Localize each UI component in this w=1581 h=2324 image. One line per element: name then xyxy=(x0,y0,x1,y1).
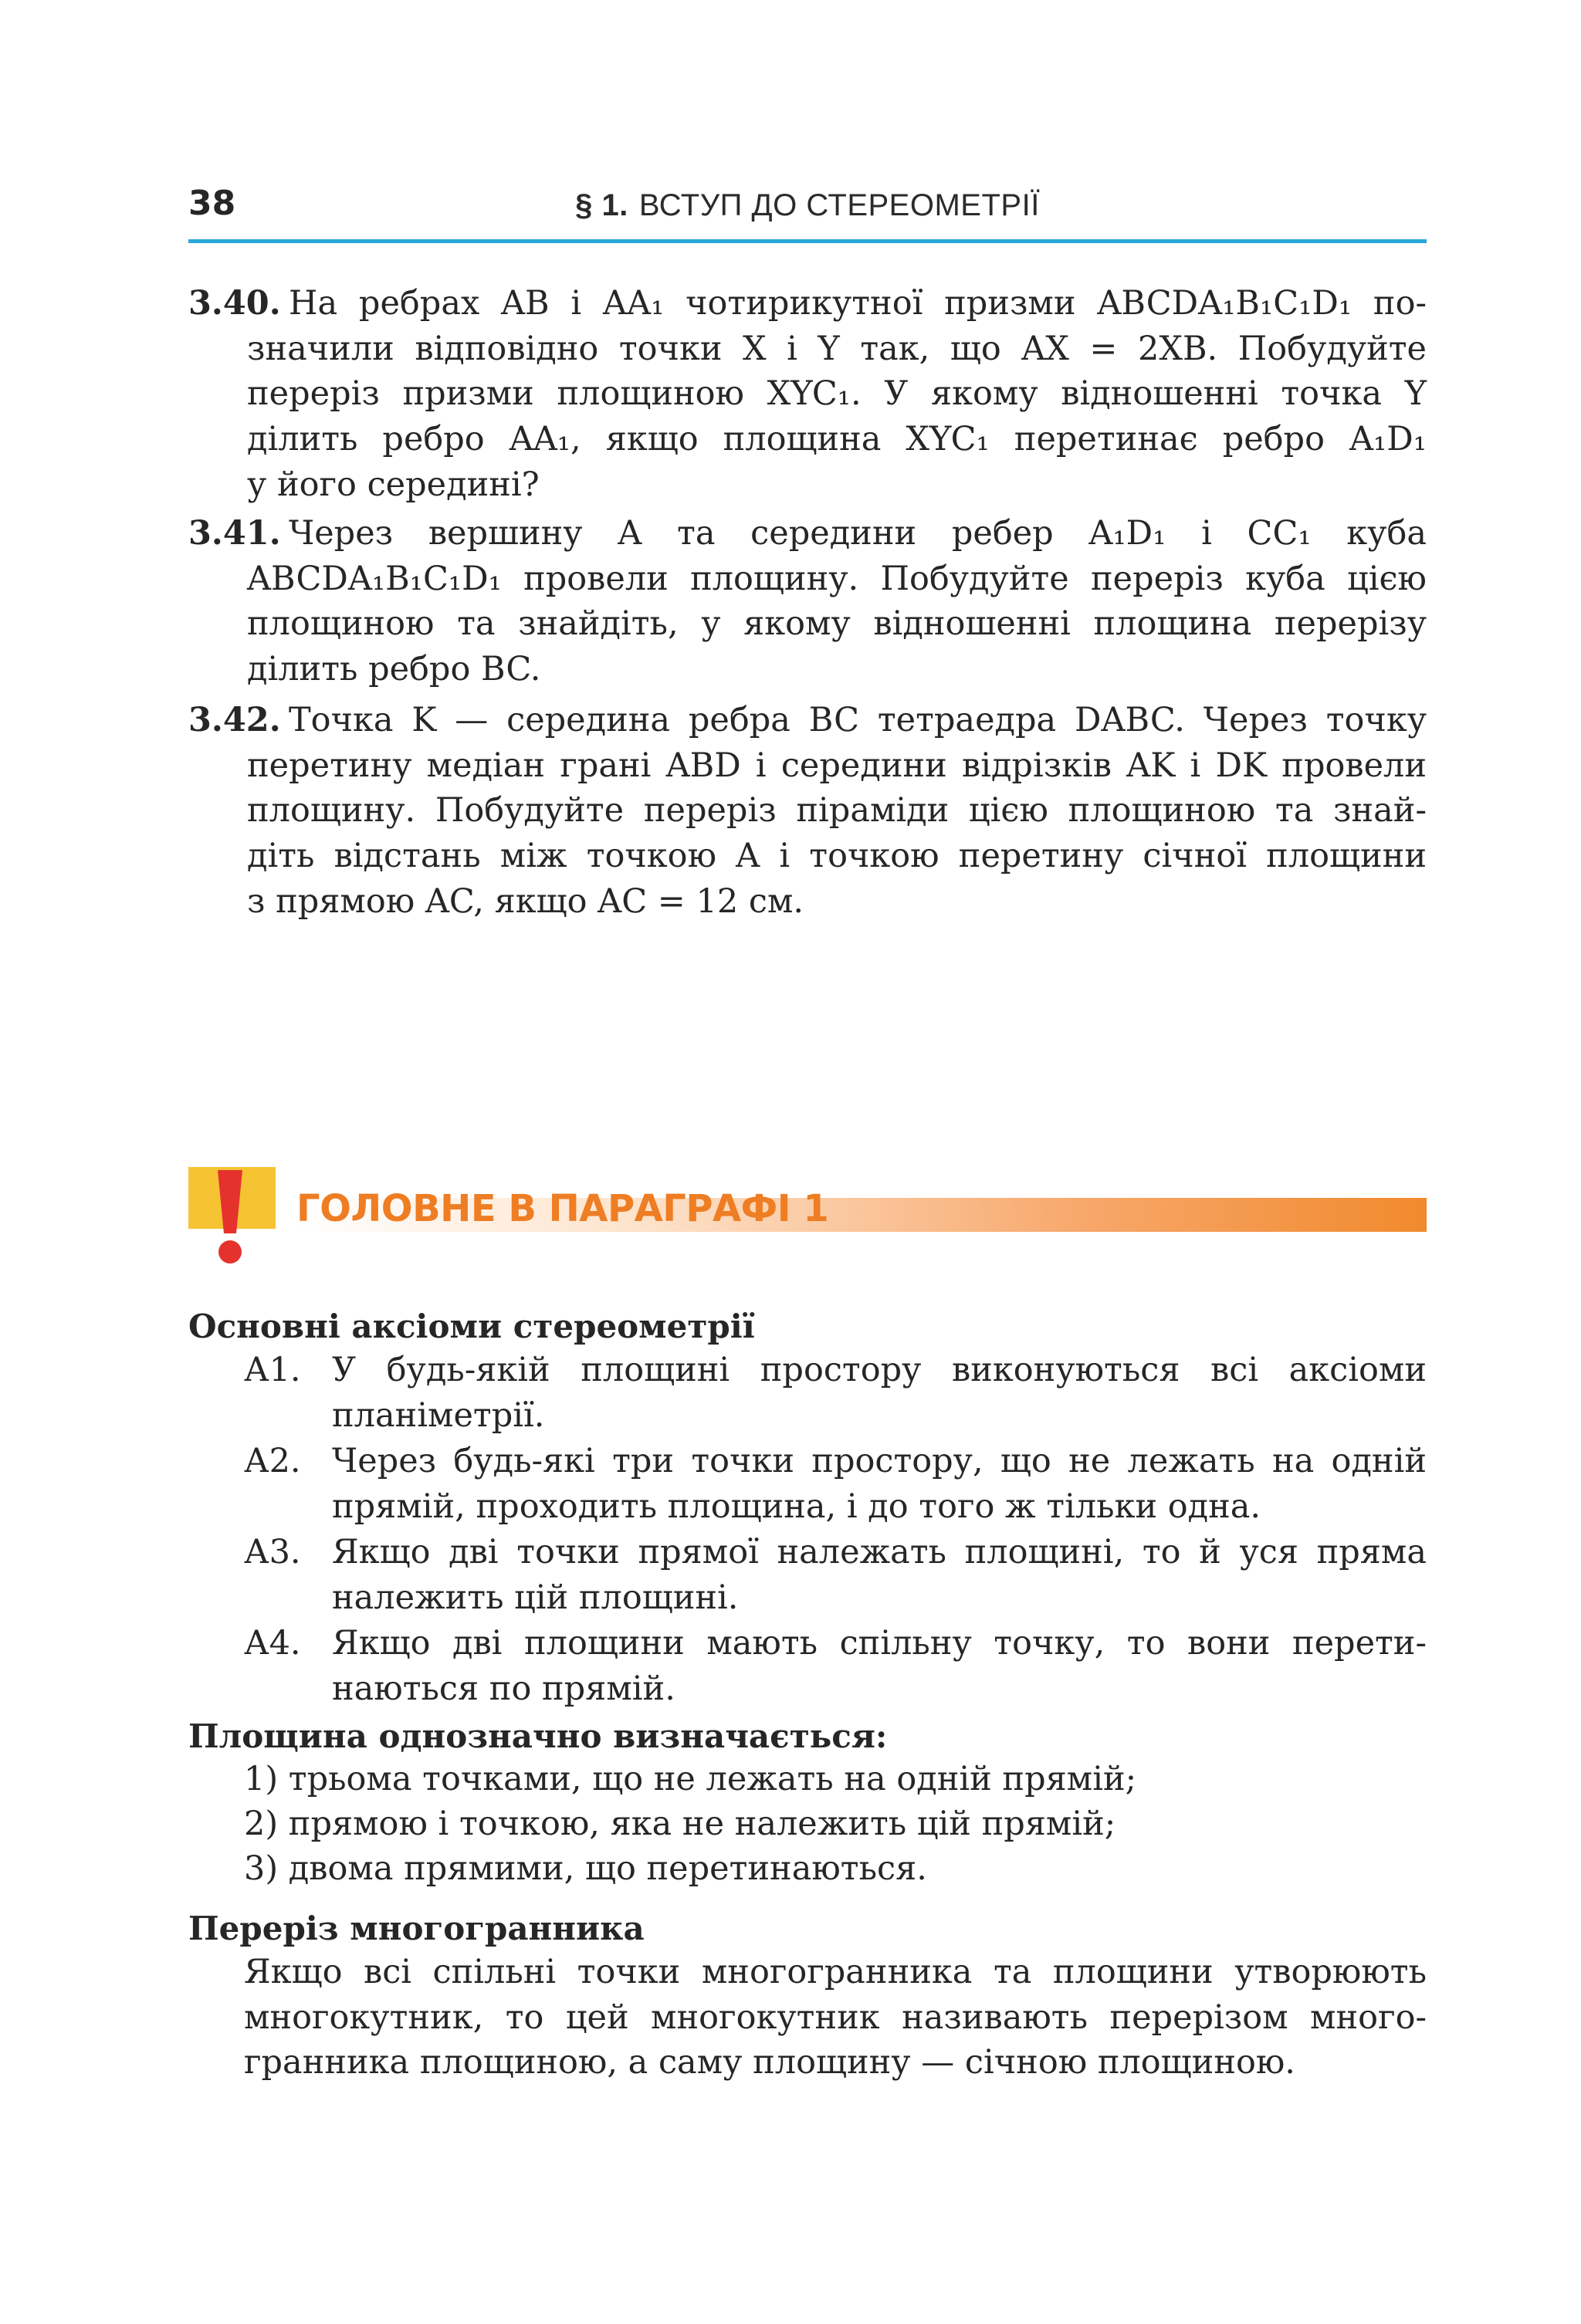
axiom-label: А1. xyxy=(244,1351,301,1389)
problem-line: На ребрах AB і AA₁ чотирикутної призми ABCDA₁B₁C₁D₁ по- xyxy=(289,284,1427,323)
axiom-label: А3. xyxy=(244,1533,301,1571)
problem-line: Через вершину A та середини ребер A₁D₁ і CC₁ куба xyxy=(289,514,1427,553)
axiom-line: У будь-якій площині простору виконуються всі аксіоми xyxy=(332,1351,1427,1389)
problem-line: Точка K — середина ребра BC тетраедра DABC. Через точку xyxy=(289,701,1427,739)
plane-item: 1) трьома точками, що не лежать на одній прямій; xyxy=(244,1760,1137,1798)
axiom-line: Якщо дві площини мають спільну точку, то вони перети- xyxy=(332,1624,1427,1663)
problem-line: ABCDA₁B₁C₁D₁ провели площину. Побудуйте переріз куба цією xyxy=(247,559,1427,598)
section-definition xyxy=(244,1950,1427,2086)
page-header xyxy=(188,182,1427,243)
summary-title: ГОЛОВНЕ В ПАРАГРАФІ 1 xyxy=(296,1187,829,1230)
axiom-a2 xyxy=(244,1439,1427,1529)
plane-heading: Площина однозначно визначається: xyxy=(188,1717,888,1755)
problem-number: 3.42. xyxy=(188,701,281,739)
axiom-line: наються по прямій. xyxy=(332,1669,675,1708)
axiom-label: А2. xyxy=(244,1442,301,1480)
problem-number: 3.40. xyxy=(188,284,281,323)
problem-line: площину. Побудуйте переріз піраміди цією площиною та знай- xyxy=(247,791,1427,830)
axiom-line: Через будь-які три точки простору, що не лежать на одній xyxy=(332,1442,1427,1480)
plane-item: 3) двома прямими, що перетинаються. xyxy=(244,1849,927,1888)
problem-line: з прямою AC, якщо AC = 12 см. xyxy=(247,881,804,921)
axiom-a1 xyxy=(244,1348,1427,1438)
problem-3-40 xyxy=(188,281,1427,508)
axioms-heading: Основні аксіоми стереометрії xyxy=(188,1307,755,1345)
section-title: ВСТУП ДО СТЕРЕОМЕТРІЇ xyxy=(638,188,1040,222)
problem-line: діть відстань між точкою A і точкою перетину січної площини xyxy=(247,837,1427,876)
axiom-a3 xyxy=(244,1530,1427,1620)
definition-line: многокутник, то цей многокутник називають перерізом много- xyxy=(244,1998,1427,2037)
section-heading: Переріз многогранника xyxy=(188,1910,645,1947)
page-number: 38 xyxy=(188,184,236,223)
problem-line: значили відповідно точки X і Y так, що AX = 2XB. Побудуйте xyxy=(247,329,1427,368)
problem-number: 3.41. xyxy=(188,514,281,553)
problem-line: переріз призми площиною XYC₁. У якому відношенні точка Y xyxy=(247,374,1427,414)
problem-3-41 xyxy=(188,511,1427,692)
running-head xyxy=(188,188,1427,223)
plane-item: 2) прямою і точкою, яка не належить цій прямій; xyxy=(244,1805,1116,1843)
definition-line: Якщо всі спільні точки многогранника та площини утворюють xyxy=(244,1953,1427,1991)
definition-line: гранника площиною, а саму площину — січною площиною. xyxy=(244,2043,1295,2082)
problem-line: ділить ребро AA₁, якщо площина XYC₁ перетинає ребро A₁D₁ xyxy=(247,420,1427,459)
axiom-line: планіметрії. xyxy=(332,1395,545,1435)
exclamation-icon xyxy=(215,1170,245,1264)
problem-line: у його середині? xyxy=(247,465,540,504)
axiom-line: прямій, проходить площина, і до того ж тільки одна. xyxy=(332,1487,1261,1526)
axiom-label: А4. xyxy=(244,1624,301,1663)
problem-line: ділить ребро BC. xyxy=(247,650,541,689)
problem-line: площиною та знайдіть, у якому відношенні площина перерізу xyxy=(247,604,1427,644)
problem-3-42 xyxy=(188,698,1427,925)
section-number: § 1. xyxy=(575,188,628,222)
axiom-line: Якщо дві точки прямої належать площині, то й уся пряма xyxy=(332,1533,1427,1571)
problem-line: перетину медіан грані ABD і середини відрізків AK і DK провели xyxy=(247,746,1427,785)
axiom-line: належить цій площині. xyxy=(332,1578,739,1617)
summary-heading-block xyxy=(188,1167,1427,1267)
axiom-a4 xyxy=(244,1621,1427,1711)
